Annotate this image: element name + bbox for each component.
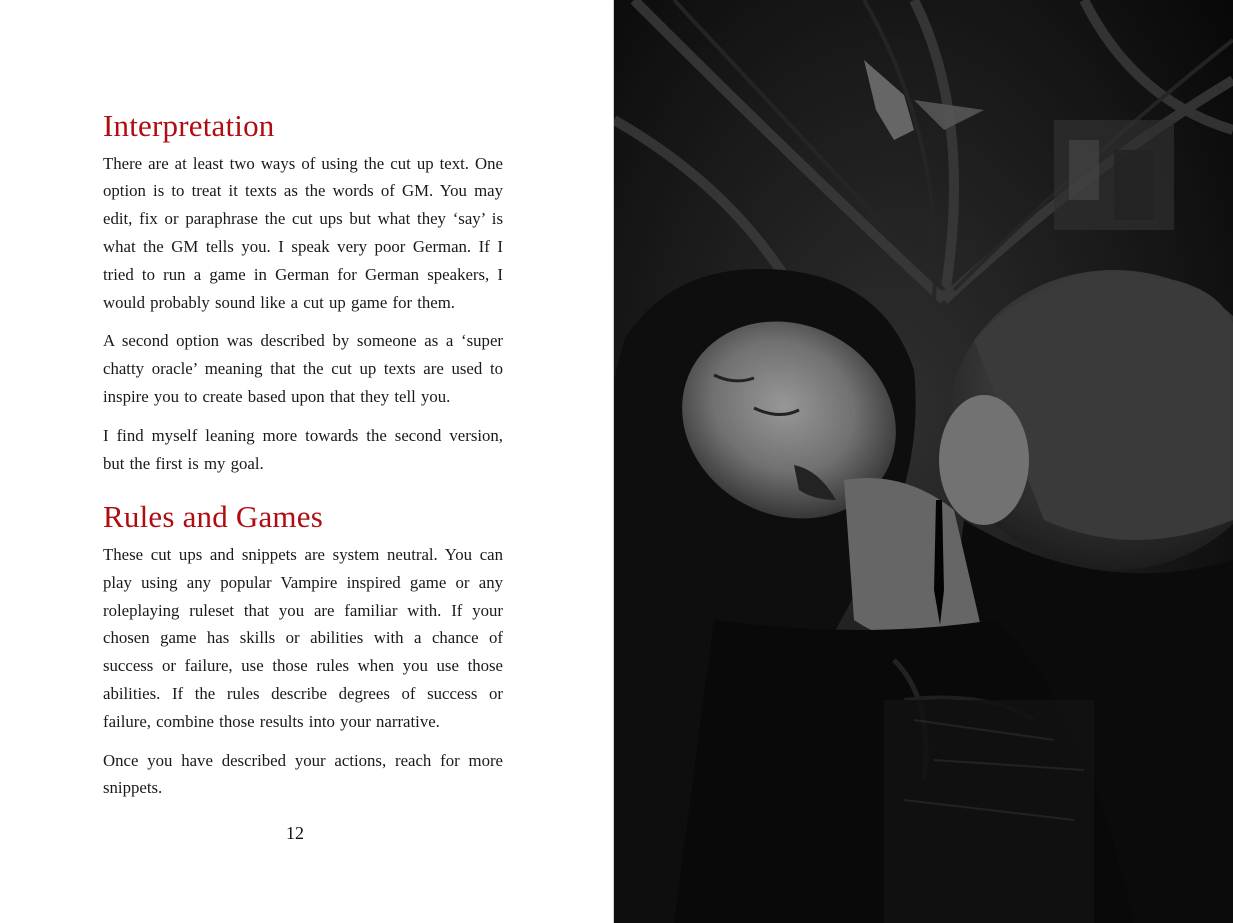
paragraph: These cut ups and snippets are system neutral. You can play using any popular Vampire inspired game or any roleplaying ruleset that you are familiar with. If your chosen game has skills or abilities with a chance of success or failure, use those rules when you use those abilities. If the rules describe degrees of success or failure, combine those results into your narrative.	[103, 545, 503, 731]
text-column	[103, 108, 503, 813]
right-page	[614, 0, 1233, 923]
section-heading-rules-and-games: Rules and Games	[103, 499, 323, 535]
paragraph: There are at least two ways of using the cut up text. One option is to treat it texts as the words of GM. You may edit, fix or paraphrase the cut ups but what they ‘say’ is what the GM tells you. I speak very poor German. If I tried to run a game in German for German speakers, I would probably sound like a cut up game for them.	[103, 153, 503, 312]
left-page	[0, 0, 614, 923]
paragraph: A second option was described by someone as a ‘super chatty oracle’ meaning that the cut up texts are used to inspire you to create based upon that they tell you.	[103, 331, 503, 407]
page-number: 12	[286, 823, 304, 843]
paragraph: I find myself leaning more towards the second version, but the first is my goal.	[103, 425, 503, 473]
paragraph: Once you have described your actions, reach for more snippets.	[103, 750, 503, 798]
section-heading-interpretation: Interpretation	[103, 108, 275, 143]
vampire-biting-neck-illustration	[614, 0, 1233, 923]
